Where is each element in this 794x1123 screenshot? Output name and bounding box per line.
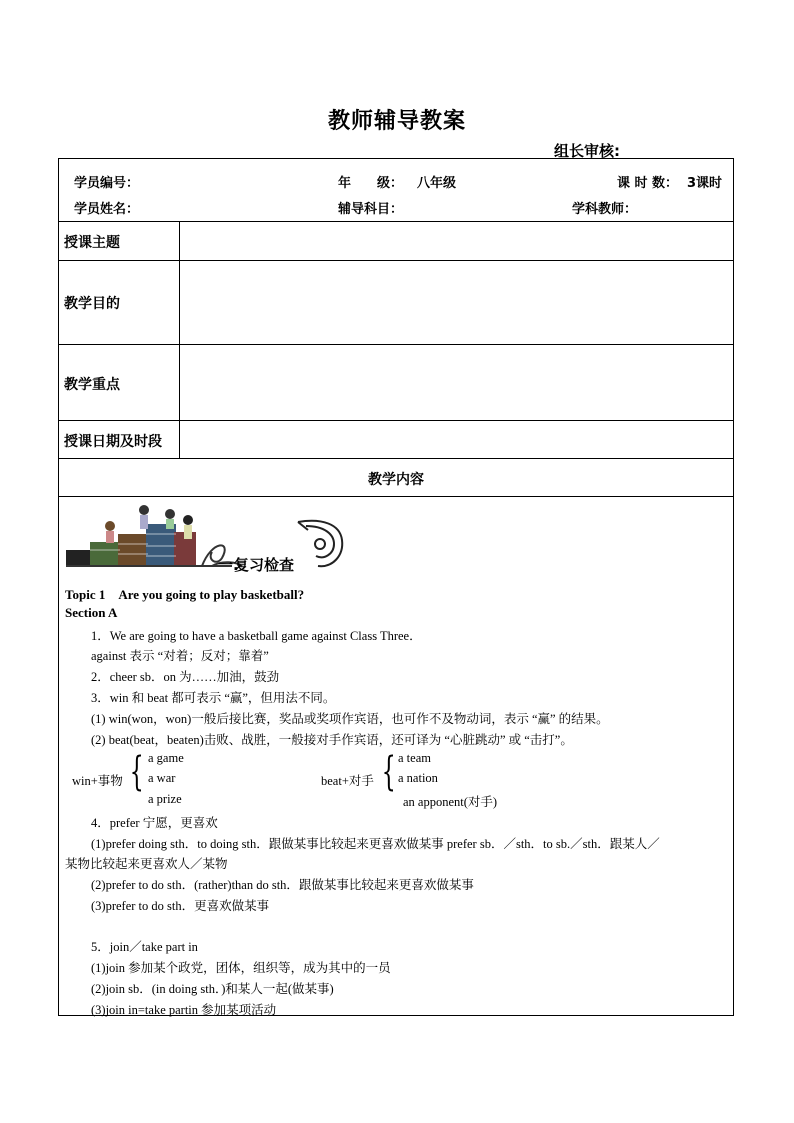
win-brace: { — [129, 749, 144, 795]
note-line: (3)prefer to do sth．更喜欢做某事 — [91, 899, 270, 913]
note-line: against 表示 “对着；反对；靠着” — [91, 649, 269, 663]
book-stack — [118, 534, 148, 566]
win-item: a prize — [148, 792, 182, 806]
row-divider — [58, 458, 734, 459]
note-line: 3．win 和 beat 都可表示 “赢”，但用法不同。 — [91, 691, 336, 705]
book-stack — [66, 550, 92, 566]
beat-brace: { — [381, 749, 396, 795]
row-divider — [58, 496, 734, 497]
teacher-label: 学科教师： — [572, 202, 638, 217]
topic-row-label: 授课主题 — [64, 235, 120, 251]
win-group-label: win+事物 — [72, 774, 123, 788]
grade-label: 年 级： — [338, 176, 404, 191]
beat-item: an apponent(对手) — [403, 795, 498, 809]
row-divider — [58, 420, 734, 421]
column-divider — [179, 221, 180, 458]
student-figure — [183, 515, 193, 525]
beat-group-label: beat+对手 — [321, 774, 374, 788]
note-line: (1)join 参加某个政党，团体，组织等，成为其中的一员 — [91, 961, 391, 975]
corner-ornament — [298, 521, 342, 566]
purpose-row-label: 教学目的 — [64, 296, 120, 312]
note-line: 4．prefer 宁愿，更喜欢 — [91, 816, 218, 830]
student-id-label: 学员编号： — [74, 176, 140, 191]
row-divider — [58, 221, 734, 222]
beat-item: a team — [398, 751, 431, 765]
student-figure — [139, 505, 149, 515]
subject-label: 辅导科目： — [338, 202, 404, 217]
student-name-label: 学员姓名： — [74, 202, 140, 217]
student-figure — [105, 521, 115, 531]
note-line: (2) beat(beat，beaten)击败、战胜，一般接对手作宾语，还可译为 “心脏跳动” 或 “击打”。 — [91, 733, 573, 747]
banner-title: 复习检查 — [234, 556, 295, 574]
note-line: (3)join in=take partin 参加某项活动 — [91, 1003, 277, 1017]
student-figure — [165, 509, 175, 519]
book-stack — [90, 542, 120, 566]
grade-value: 八年级 — [417, 176, 457, 191]
note-line: (2)prefer to do sth．(rather)than do sth．跟做某事比较起来更喜欢做某事 — [91, 878, 474, 892]
banner-prefix: 一. — [218, 556, 239, 574]
book-stack — [146, 524, 176, 566]
review-banner-illustration — [62, 500, 352, 574]
key-points-row-label: 教学重点 — [64, 377, 120, 393]
note-line: (2)join sb．(in doing sth．)和某人一起(做某事) — [91, 982, 334, 996]
row-divider — [58, 344, 734, 345]
note-line: 某物比较起来更喜欢人／某物 — [65, 857, 228, 871]
row-divider — [58, 260, 734, 261]
note-line: 1．We are going to have a basketball game against Class Three． — [91, 629, 422, 643]
note-line: (1)prefer doing sth．to doing sth．跟做某事比较起来更喜欢做某事 prefer sb．／sth．to sb.／sth．跟某人／ — [91, 837, 660, 851]
win-item: a war — [148, 771, 176, 785]
reviewer-label: 组长审核: — [554, 142, 620, 160]
section-heading: Section A — [65, 605, 118, 620]
win-item: a game — [148, 751, 184, 765]
topic-heading: Topic 1 Are you going to play basketball? — [65, 587, 305, 602]
note-line: 2．cheer sb．on 为……加油，鼓劲 — [91, 670, 280, 684]
note-line: (1) win(won，won)一般后接比赛，奖品或奖项作宾语，也可作不及物动词，表示 “赢” 的结果。 — [91, 712, 609, 726]
hours-label: 课 时 数： — [617, 176, 679, 191]
document-title: 教师辅导教案 — [327, 109, 466, 134]
content-header: 教学内容 — [368, 472, 424, 488]
beat-item: a nation — [398, 771, 438, 785]
hours-value: 3课时 — [687, 176, 723, 191]
date-time-row-label: 授课日期及时段 — [64, 434, 162, 450]
note-line: 5．join／take part in — [91, 940, 198, 954]
